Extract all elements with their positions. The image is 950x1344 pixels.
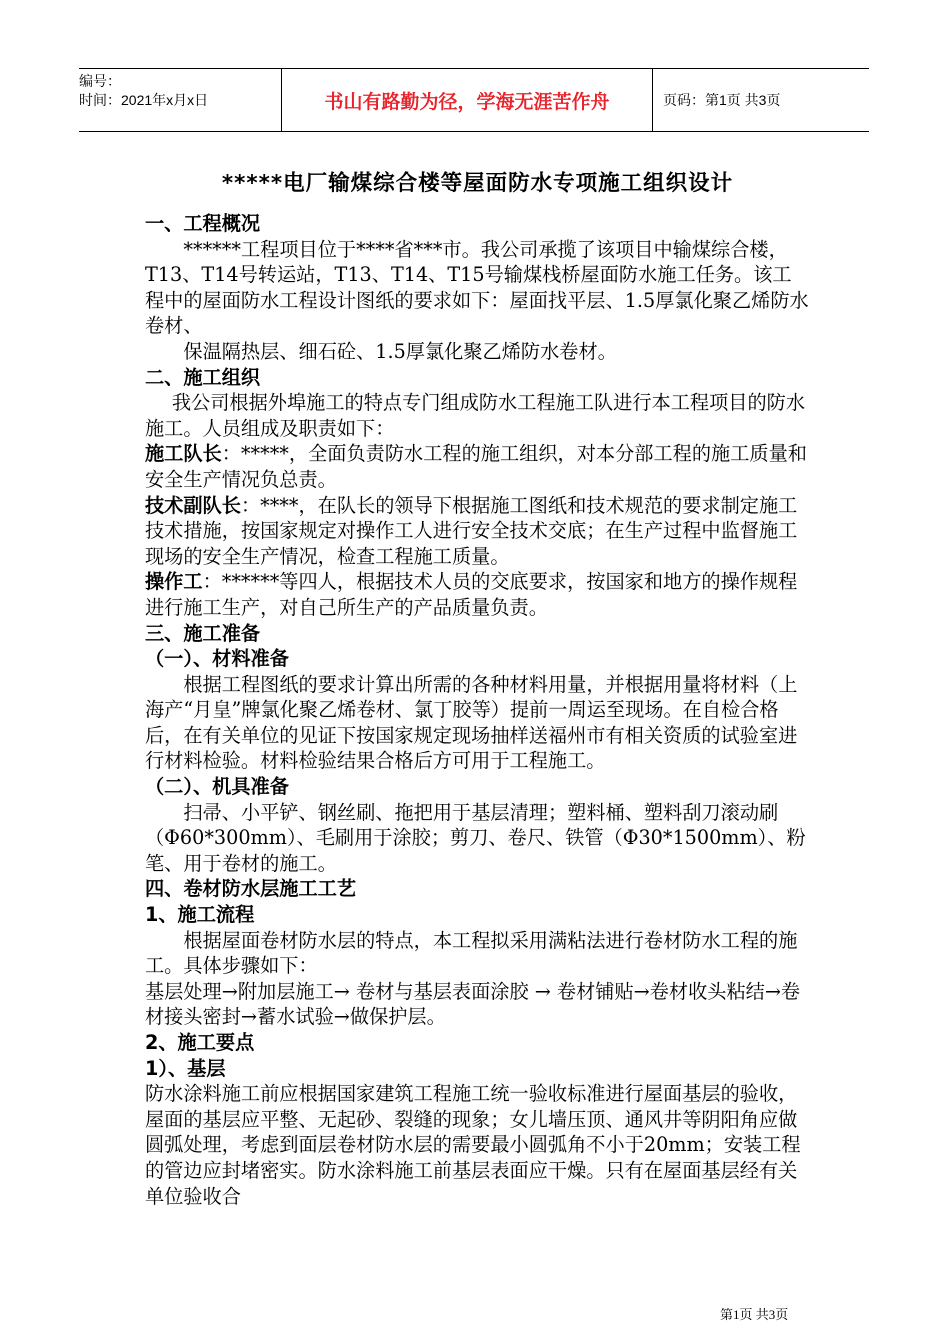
page-header — [79, 68, 869, 132]
role-paragraph — [145, 569, 810, 620]
paragraph: 我公司根据外埠施工的特点专门组成防水工程施工队进行本工程项目的防水施工。人员组成及职责如下： — [145, 391, 806, 440]
section-heading: 一、工程概况 — [145, 212, 261, 235]
role-text: ：****，在队长的领导下根据施工图纸和技术规范的要求制定施工技术措施，按国家规定对操作工人进行安全技术交底；在生产过程中监督施工现场的安全生产情况，检查工程施工质量。 — [145, 493, 798, 568]
subsection-heading: （二）、机具准备 — [145, 775, 289, 799]
role-label: 施工队长 — [145, 442, 222, 466]
header-page-label: 页码：第1页 共3页 — [663, 92, 781, 108]
paragraph: 根据工程图纸的要求计算出所需的各种材料用量，并根据用量将材料（上海产“月皇”牌氯化聚乙烯卷材、氯丁胶等）提前一周运至现场。在自检合格后，在有关单位的见证下按国家规定现场抽样送福州市有相关资质的试验室进行材料检验。材料检验结果合格后方可用于工程施工。 — [145, 672, 798, 773]
document-body — [145, 163, 810, 1209]
role-label: 操作工 — [145, 570, 203, 594]
header-motto: 书山有路勤为径，学海无涯苦作舟 — [281, 69, 653, 131]
paragraph: 防水涂料施工前应根据国家建筑工程施工统一验收标准进行屋面基层的验收，屋面的基层应平整、无起砂、裂缝的现象；女儿墙压顶、通风井等阴阳角应做圆弧处理，考虑到面层卷材防水层的需要最小圆弧角不小于20mm；安装工程的管边应封堵密实。防水涂料施工前基层表面应干燥。只有在屋面基层经有关单位验收合 — [145, 1082, 801, 1208]
subsection-heading: 1）、基层 — [145, 1056, 226, 1080]
paragraph: 保温隔热层、细石砼、1.5厚氯化聚乙烯防水卷材。 — [183, 339, 617, 363]
role-text: ：*****，全面负责防水工程的施工组织，对本分部工程的施工质量和安全生产情况负总责。 — [145, 442, 807, 491]
subsection-heading: （一）、材料准备 — [145, 647, 289, 671]
document-title: *****电厂输煤综合楼等屋面防水专项施工组织设计 — [221, 171, 734, 196]
paragraph: 基层处理→附加层施工→ 卷材与基层表面涂胶 → 卷材铺贴→卷材收头粘结→卷材接头密封→蓄水试验→做保护层。 — [145, 979, 801, 1029]
paragraph: ******工程项目位于****省***市。我公司承揽了该项目中输煤综合楼，T13、T14号转运站，T13、T14、T15号输煤栈桥屋面防水施工任务。该工程中的屋面防水工程设计图纸的要求如下：屋面找平层、1.5厚氯化聚乙烯防水卷材、 — [145, 237, 809, 338]
subsection-heading: 1、施工流程 — [145, 903, 255, 927]
paragraph: 根据屋面卷材防水层的特点，本工程拟采用满粘法进行卷材防水工程的施工。具体步骤如下： — [145, 928, 798, 978]
subsection-heading: 2、施工要点 — [145, 1031, 255, 1054]
role-paragraph — [145, 493, 810, 570]
header-meta — [79, 69, 281, 131]
section-heading: 四、卷材防水层施工工艺 — [145, 877, 357, 901]
role-text: ：******等四人，根据技术人员的交底要求，按国家和地方的操作规程进行施工生产，对自己所生产的产品质量负责。 — [145, 570, 798, 619]
page-footer: 第1页 共3页 — [720, 1307, 789, 1322]
doc-number-label: 编号： — [79, 73, 121, 89]
paragraph: 扫帚、小平铲、钢丝刷、拖把用于基层清理；塑料桶、塑料刮刀滚动刷（Φ60*300mm）、毛刷用于涂胶；剪刀、卷尺、铁管（Φ30*1500mm）、粉笔、用于卷材的施工。 — [145, 800, 806, 875]
section-heading: 二、施工组织 — [145, 365, 261, 389]
section-heading: 三、施工准备 — [145, 621, 261, 645]
role-paragraph — [145, 441, 810, 492]
doc-time-label: 时间：2021年x月x日 — [79, 92, 209, 108]
role-label: 技术副队长 — [145, 493, 241, 517]
